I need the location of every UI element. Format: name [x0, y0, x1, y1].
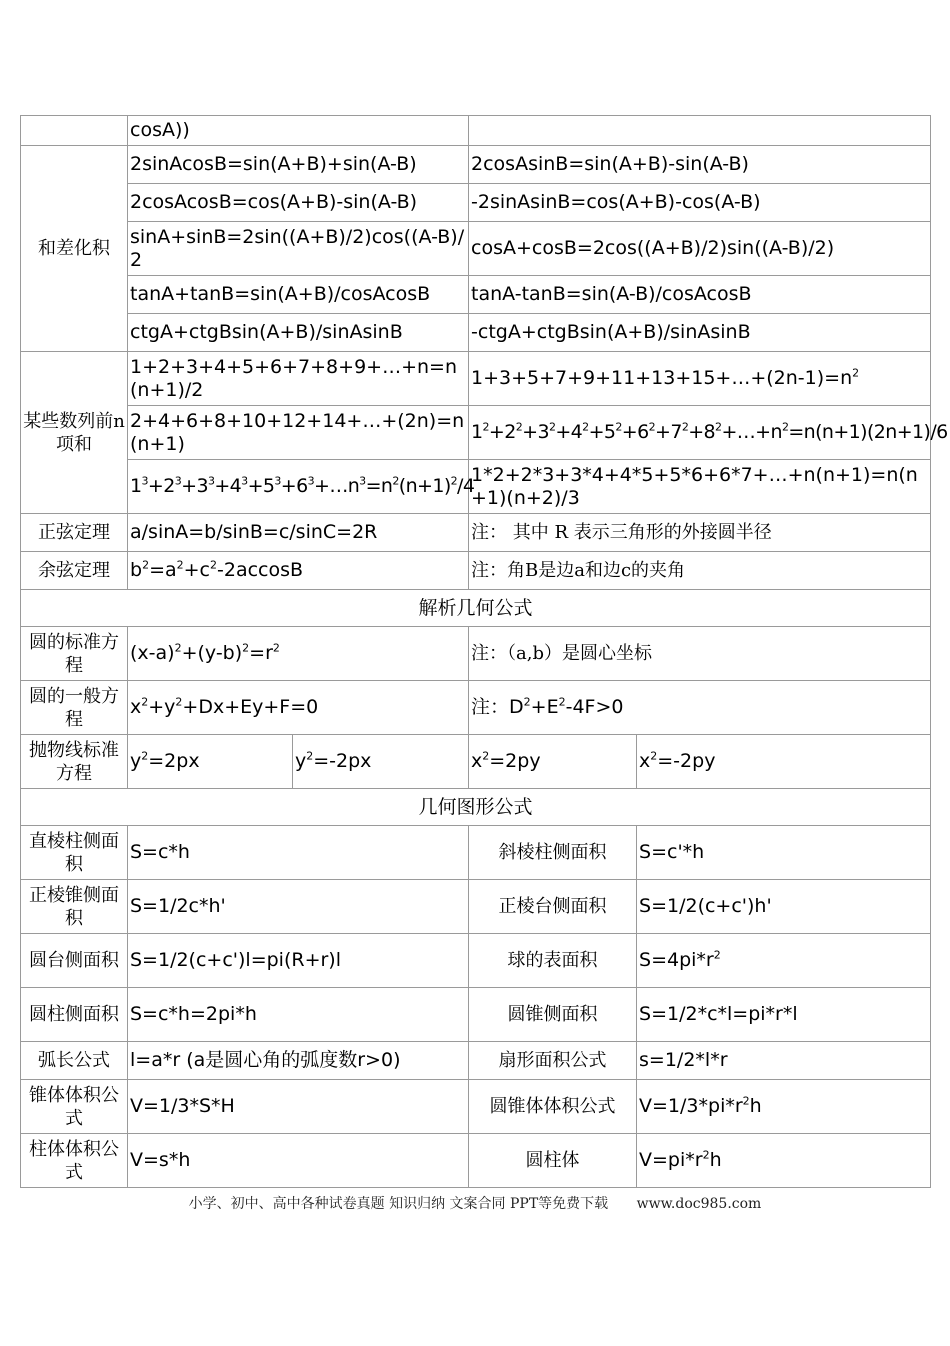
formula-cell: s=1/2*l*r	[637, 1042, 931, 1080]
formula-cell: $x^2+y^2+Dx+Ey+F=0$	[128, 681, 469, 735]
note-cell: 注：（a,b）是圆心坐标	[469, 627, 931, 681]
formula-cell: S=1/2c*h'	[128, 880, 469, 934]
formula-cell: ctgA+ctgBsin(A+B)/sinAsinB	[128, 314, 469, 352]
formula-cell: $x^2=2py$	[469, 735, 637, 789]
table-row	[21, 826, 931, 880]
formula-cell: $x^2=-2py$	[637, 735, 931, 789]
formula-cell: cosA+cosB=2cos((A+B)/2)sin((A-B)/2)	[469, 222, 931, 276]
formula-cell: l=a*r (a是圆心角的弧度数r>0)	[128, 1042, 469, 1080]
row-label: 圆柱体	[469, 1134, 637, 1188]
formula-cell: $y^2=-2px$	[293, 735, 469, 789]
formula-cell: a/sinA=b/sinB=c/sinC=2R	[128, 514, 469, 552]
table-row	[21, 406, 931, 460]
table-row	[21, 116, 931, 146]
formula-cell: -ctgA+ctgBsin(A+B)/sinAsinB	[469, 314, 931, 352]
table-row	[21, 314, 931, 352]
formula-cell: S=1/2*c*l=pi*r*l	[637, 988, 931, 1042]
row-label: 某些数列前n项和	[21, 352, 128, 514]
formula-cell: 2cosAsinB=sin(A+B)-sin(A-B)	[469, 146, 931, 184]
formula-cell: $S=4pi*r^2$	[637, 934, 931, 988]
table-row	[21, 1134, 931, 1188]
formula-cell: tanA-tanB=sin(A-B)/cosAcosB	[469, 276, 931, 314]
table-row	[21, 222, 931, 276]
formula-cell: sinA+sinB=2sin((A+B)/2)cos((A-B)/2	[128, 222, 469, 276]
formula-cell	[469, 116, 931, 146]
row-label: 圆的标准方程	[21, 627, 128, 681]
formula-cell: tanA+tanB=sin(A+B)/cosAcosB	[128, 276, 469, 314]
formula-cell: 2cosAcosB=cos(A+B)-sin(A-B)	[128, 184, 469, 222]
formula-cell: 2sinAcosB=sin(A+B)+sin(A-B)	[128, 146, 469, 184]
formula-cell: $(x-a)^2+(y-b)^2=r^2$	[128, 627, 469, 681]
table-row	[21, 735, 931, 789]
row-label: 圆的一般方程	[21, 681, 128, 735]
table-row	[21, 514, 931, 552]
formula-cell: $b^2=a^2+c^2-2accosB$	[128, 552, 469, 590]
formula-cell: cosA))	[128, 116, 469, 146]
formula-cell: -2sinAsinB=cos(A+B)-cos(A-B)	[469, 184, 931, 222]
table-row	[21, 681, 931, 735]
row-label: 抛物线标准方程	[21, 735, 128, 789]
formula-cell: $1^3+2^3+3^3+4^3+5^3+6^3+\dots n^3=n^2(n+1)^2/4$	[128, 460, 469, 514]
row-label: 圆柱侧面积	[21, 988, 128, 1042]
table-row	[21, 352, 931, 406]
formula-cell: 2+4+6+8+10+12+14+…+(2n)=n(n+1)	[128, 406, 469, 460]
table-row	[21, 276, 931, 314]
row-label: 正弦定理	[21, 514, 128, 552]
row-label: 直棱柱侧面积	[21, 826, 128, 880]
table-row	[21, 934, 931, 988]
note-cell: 注：$D^2+E^2-4F>0$	[469, 681, 931, 735]
table-row	[21, 184, 931, 222]
row-label: 余弦定理	[21, 552, 128, 590]
formula-cell: S=c*h=2pi*h	[128, 988, 469, 1042]
row-label: 锥体体积公式	[21, 1080, 128, 1134]
table-row	[21, 552, 931, 590]
formula-cell: V=s*h	[128, 1134, 469, 1188]
row-label: 弧长公式	[21, 1042, 128, 1080]
table-row	[21, 146, 931, 184]
table-row	[21, 1042, 931, 1080]
row-label: 扇形面积公式	[469, 1042, 637, 1080]
formula-cell: 1*2+2*3+3*4+4*5+5*6+6*7+…+n(n+1)=n(n+1)(n+2)/3	[469, 460, 931, 514]
table-row	[21, 880, 931, 934]
row-label: 斜棱柱侧面积	[469, 826, 637, 880]
formula-cell: $y^2=2px$	[128, 735, 293, 789]
note-cell: 注： 其中 R 表示三角形的外接圆半径	[469, 514, 931, 552]
formula-cell: V=1/3*S*H	[128, 1080, 469, 1134]
formula-cell: 1+2+3+4+5+6+7+8+9+…+n=n(n+1)/2	[128, 352, 469, 406]
formula-cell: $V=1/3*pi*r^2h$	[637, 1080, 931, 1134]
table-row	[21, 1080, 931, 1134]
row-label: 圆台侧面积	[21, 934, 128, 988]
table-row	[21, 460, 931, 514]
section-title: 几何图形公式	[21, 789, 931, 826]
formula-cell: $1+3+5+7+9+11+13+15+\dots+(2n-1)=n^2$	[469, 352, 931, 406]
row-label: 圆锥体体积公式	[469, 1080, 637, 1134]
row-label: 正棱台侧面积	[469, 880, 637, 934]
formula-cell: $1^2+2^2+3^2+4^2+5^2+6^2+7^2+8^2+\dots+n^2=n(n+1)(2n+1)/6$	[469, 406, 931, 460]
formula-table	[20, 115, 948, 1188]
footer-text: 小学、初中、高中各种试卷真题 知识归纳 文案合同 PPT等免费下载	[188, 1196, 609, 1212]
page-footer	[0, 1193, 950, 1213]
table-row	[21, 627, 931, 681]
empty-cell	[21, 116, 128, 146]
table-row	[21, 590, 931, 627]
section-title: 解析几何公式	[21, 590, 931, 627]
formula-cell: $V=pi*r^2h$	[637, 1134, 931, 1188]
note-cell: 注：角B是边a和边c的夹角	[469, 552, 931, 590]
formula-cell: S=1/2(c+c')h'	[637, 880, 931, 934]
formula-cell: S=1/2(c+c')l=pi(R+r)l	[128, 934, 469, 988]
row-label: 正棱锥侧面积	[21, 880, 128, 934]
row-label: 球的表面积	[469, 934, 637, 988]
table-row	[21, 789, 931, 826]
row-label: 和差化积	[21, 146, 128, 352]
formula-cell: S=c'*h	[637, 826, 931, 880]
row-label: 圆锥侧面积	[469, 988, 637, 1042]
table-row	[21, 988, 931, 1042]
formula-cell: S=c*h	[128, 826, 469, 880]
row-label: 柱体体积公式	[21, 1134, 128, 1188]
footer-url[interactable]: www.doc985.com	[636, 1196, 762, 1212]
